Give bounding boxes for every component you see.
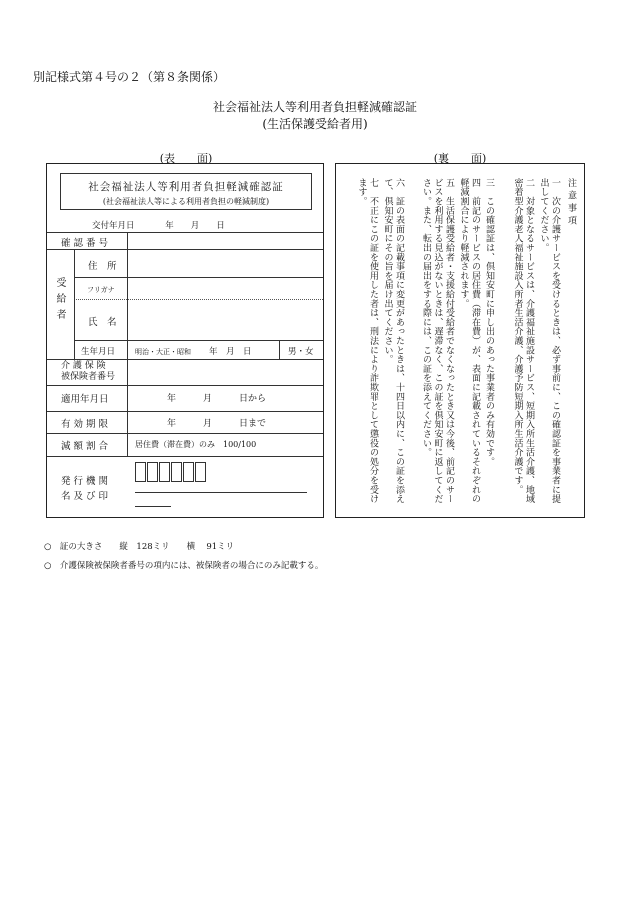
dob-label: 生年月日	[81, 347, 116, 357]
code-box	[159, 462, 170, 482]
back-side-label: (裏 面)	[433, 152, 487, 165]
note-item-4: 四 前記のサービスの居住費（滞在費）が、表面に記載されているそれぞれの軽減割合により軽減されます。	[458, 178, 480, 504]
issuer-label	[61, 474, 108, 504]
name-label: 氏 名	[88, 317, 117, 328]
card-title-box	[60, 173, 312, 210]
note-size: ○ 証の大きさ 縦 128ミリ 横 91ミリ	[44, 542, 235, 552]
dob-eras: 明治・大正・昭和	[135, 348, 191, 356]
valid-until-units: 年 月 日まで	[167, 419, 267, 429]
note-item-5: 五 生活保護受給者・支援給付受給者でなくなったとき又は今後、前記のサービスを利用する見込がないときは、遅滞なく、この証を倶知安町に返してください。また、転出の届出をする際には、この証を添えてください。	[421, 178, 454, 504]
care-no-line2: 被保険者番号	[61, 372, 116, 382]
apply-date-label: 適用年月日	[61, 394, 109, 405]
note-item-3: 三 この確認証は、倶知安町に申し出のあった事業者のみ有効です。	[484, 178, 494, 467]
issuer-line1: 発 行 機 関	[61, 476, 109, 487]
notes-heading: 注 意 事 項	[566, 178, 576, 225]
front-side-label: (表 面)	[159, 152, 213, 165]
note-insurance-number: ○ 介護保険被保険者番号の項内には、被保険者の場合にのみ記載する。	[44, 561, 324, 571]
reduction-rate-label: 減 額 割 合	[61, 441, 109, 452]
issuer-seal-line	[135, 506, 171, 507]
valid-until-label: 有 効 期 限	[61, 419, 109, 430]
recipient-label: 受給者	[54, 277, 65, 325]
issue-date	[92, 219, 225, 231]
code-box	[183, 462, 194, 482]
note-item-1: 一 次の介護サービスを受けるときは、必ず事前に、この確認証を事業者に提出してください。	[538, 178, 560, 504]
issuer-line2: 名 及 び 印	[61, 491, 109, 502]
issue-date-units: 年 月 日	[165, 221, 225, 231]
note-item-7: 七 不正にこの証を使用した者は、刑法により詐欺罪として懲役の処分を受けます。	[356, 178, 378, 504]
apply-date-units: 年 月 日から	[167, 394, 267, 404]
dob-units: 年 月 日	[209, 347, 252, 357]
front-card	[46, 163, 324, 518]
document-title: 社会福祉法人等利用者負担軽減確認証	[212, 100, 417, 114]
code-box	[147, 462, 158, 482]
care-no-line1: 介 護 保 険	[61, 361, 106, 371]
confirm-number-label: 確 認 番 号	[61, 238, 109, 249]
code-box	[171, 462, 182, 482]
back-card	[335, 163, 585, 518]
sex-choice: 男・女	[288, 347, 314, 357]
card-subtitle: (社会福祉法人等による利用者負担の軽減制度)	[102, 197, 270, 206]
code-box	[195, 462, 206, 482]
form-reference: 別記様式第４号の２（第８条関係）	[33, 70, 226, 84]
code-box	[135, 462, 146, 482]
note-item-6: 六 証の表面の記載事項に変更があったときは、十四日以内に、この証を添えて、倶知安町にその旨を届け出てください。	[382, 178, 404, 504]
issue-date-label: 交付年月日	[92, 221, 135, 231]
furigana-label: フリガナ	[87, 286, 115, 294]
issuer-name-line	[135, 492, 307, 493]
card-title: 社会福祉法人等利用者負担軽減確認証	[88, 181, 284, 193]
care-insurance-number-label	[61, 361, 115, 383]
address-label: 住 所	[88, 261, 117, 272]
reduction-rate-value: 居住費（滞在費）のみ 100/100	[135, 440, 257, 449]
document-subtitle: (生活保護受給者用)	[262, 117, 368, 131]
note-item-2: 二 対象となるサービスは、介護福祉施設サービス、短期入所生活介護、地域密着型介護老人福祉施設入所者生活介護、介護予防短期入所生活介護です。	[512, 178, 534, 504]
